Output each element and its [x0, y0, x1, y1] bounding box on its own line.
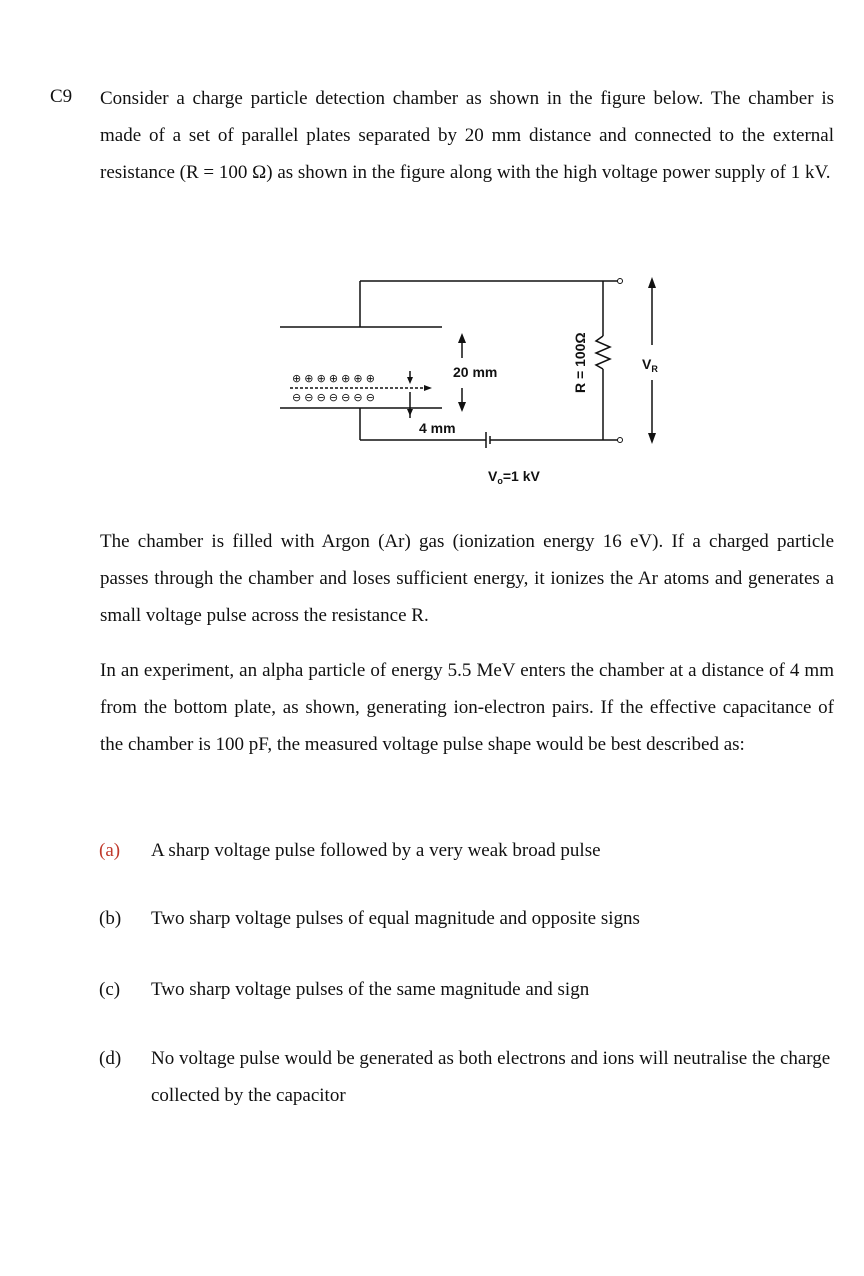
option-c-label: (c): [99, 979, 121, 1000]
source-label: $V_o=1$ kV: [488, 468, 540, 486]
option-b-label: (b): [99, 908, 122, 929]
gap-label: 20 mm: [453, 364, 498, 380]
resistor-label: R = 100Ω: [572, 332, 588, 393]
question-intro: Consider a charge particle detection chamber as shown in the figure below. The chamber is made of a set of parallel plates separated by 20 mm distance and connected to the external resistance (R = 100 Ω) as shown in the figure along with the high voltage power supply of 1 kV.: [100, 88, 834, 183]
question-paragraph-2: The chamber is filled with Argon (Ar) gas (ionization energy 16 eV). If a charged particle passes through the chamber and loses sufficient energy, it ionizes the Ar atoms and generates a small voltage pulse across the resistance R.: [100, 531, 834, 626]
minus-electrons: ⊖ ⊖ ⊖ ⊖ ⊖ ⊖ ⊖: [292, 392, 375, 404]
question-paragraph-3: In an experiment, an alpha particle of energy 5.5 MeV enters the chamber at a distance of 4 mm from the bottom plate, as shown, generating ion-electron pairs. If the effective capacitance of the chamber is 100 pF, the measured voltage pulse shape would be best described as:: [100, 660, 834, 755]
track-label: 4 mm: [419, 420, 456, 436]
option-a-label: (a): [99, 840, 121, 861]
resistor: [596, 336, 610, 369]
option-d-label: (d): [99, 1048, 122, 1069]
chamber-figure: [0, 0, 864, 520]
option-d-text: No voltage pulse would be generated as both electrons and ions will neutralise the charge collected by the capacitor: [151, 1048, 831, 1106]
question-number: C9: [50, 86, 73, 107]
option-a-text: A sharp voltage pulse followed by a very weak broad pulse: [151, 840, 601, 861]
plus-ions: ⊕ ⊕ ⊕ ⊕ ⊕ ⊕ ⊕: [292, 373, 375, 385]
option-c-text: Two sharp voltage pulses of the same magnitude and sign: [151, 979, 590, 1000]
option-b-text: Two sharp voltage pulses of equal magnitude and opposite signs: [151, 908, 640, 929]
vr-label: $V_R$: [642, 356, 658, 374]
